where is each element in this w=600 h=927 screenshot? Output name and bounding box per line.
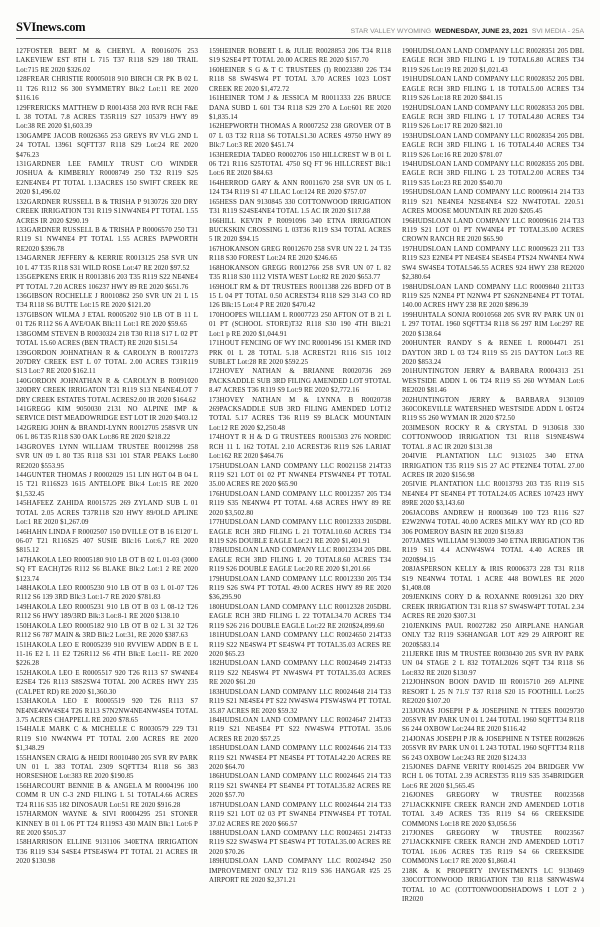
legal-notice-entry: 185HUDSLOAN LAND COMPANY LLC R0024646 214 T33 R119 S21 NW4SE4 PT NE4SE4 PT TOTAL42.20 ACRES RE 2020 $64.70: [209, 745, 391, 772]
legal-notice-entry: 167HOKANSON GREG R0012670 258 SVR UN 22 L 24 T35 R118 S30 FOREST Lot:24 RE 2020 $246.65: [209, 245, 391, 263]
legal-notice-entry: 163HEREDIA TADEO R0002706 150 HILLCREST W B 01 L 06 T21 R116 S25TOTAL 4750 SQ FT 96 HILLCREST Blk:1 Lot:6 RE 2020 $84.63: [209, 151, 391, 178]
legal-notice-entry: 209JENKINS CORY D & ROXANNE R0091261 320 DRY CREEK IRRIGATION T31 R118 S7 SW4SW4PT TOTAL 2.34 ACRES RE 2020 $307.31: [402, 594, 584, 621]
legal-notice-entry: 146HAHN LINDA F R0002507 150 DVILLE OT B 16 E120' L 06-07 T21 R116S25 407 SUSIE Blk:16 Lot:6,7 RE 2020 $815.12: [16, 528, 198, 555]
legal-notice-entry: 208JASPERSON KELLY & IRIS R0006373 228 T31 R118 S19 NE4NW4 TOTAL 1 ACRE 448 BOWLES RE 2020 $1,408.08: [402, 566, 584, 593]
legal-notice-entry: 157HARMON WAYNE & SIVI R0004295 251 STONER KINNEY B 01 L 06 PT T24 R119S3 430 MAIN Blk:1 Lot:6 P RE 2020 $505.37: [16, 811, 198, 838]
legal-notice-entry: 184HUDSLOAN LAND COMPANY LLC R0024647 214T33 R119 S21 NE4SE4 PT S22 NW4SW4 PTTOTAL 35.06 ACRES RE 2020 $57.25: [209, 716, 391, 743]
legal-notice-entry: 196HUDSLOAN LAND COMPANY LLC R0009616 214 T33 R119 S21 LOT 01 PT NW4NE4 PT TOTAL35.00 ACRES CROWN RANCH RE 2020 $65.90: [402, 217, 584, 244]
legal-notice-entry: 194HUDSLOAN LAND COMPANY LLC R0028355 205 DBL EAGLE RCH 3RD FILING L 23 TOTAL2.00 ACRES T34 R119 S35 Lot:23 RE 2020 $540.70: [402, 161, 584, 187]
legal-notice-entry: 144GUNTER THOMAS J R0002029 151 LIN HGT 04 B 04 L 15 T21 R116S23 1615 ANTELOPE Blk:4 Lot:15 RE 2020 $1,532.45: [16, 471, 198, 498]
legal-notice-entry: 172HOVEY NATHAN & BRIANNE R0020736 269 PACKSADDLE SUB 3RD FILING AMENDED LOT 9TOTAL 8.47 ACRES T36 R119 S9 Lot:9 RE 2020 $2,772.16: [209, 368, 391, 395]
legal-notice-entry: 147HAKOLA LEO R0005180 910 LB OT B 02 L 01-03 (3000 SQ FT EACH)T26 R112 S6 BLAKE Blk:2 Lot:1 2 RE 2020 $123.74: [16, 556, 198, 583]
legal-notice-entry: 191HUDSLOAN LAND COMPANY LLC R0028352 205 DBL EAGLE RCH 3RD FILING L 18 TOTAL5.00 ACRES T34 R119 S26 Lot:18 RE 2020 $841.15: [402, 76, 584, 103]
legal-notice-entry: 174HOYT R H & D G TRUSTEES R0015303 276 NORDIC RCH 11 L 162 TOTAL 2.10 ACREST36 R119 S26 LARIAT Lot:162 RE 2020 $464.76: [209, 434, 391, 461]
legal-notice-entry: 189HUDSLOAN LAND COMPANY LLC R0024942 250 IMPROVEMENT ONLY T32 R119 S36 HANGAR #25 25 AIRPORT RE 2020 $2,371.21: [209, 858, 391, 885]
legal-notice-entry: 197HUDSLOAN LAND COMPANY LLC R0009623 211 T33 R119 S23 E2NE4 PT NE4SE4 SE4SE4 PTS24 NW4NE4 NW4 SW4 SW4SE4 TOTAL546.55 ACRES 924 HWY 238 RE2020 $2,380.64: [402, 245, 584, 282]
legal-notice-entry: 195HUDSLOAN LAND COMPANY LLC R0009614 214 T33 R119 S21 NE4NE4 N2SE4NE4 S22 NW4TOTAL 220.51 ACRES MOOSE MOUNTAIN RE 2020 $205.45: [402, 189, 584, 216]
legal-notice-entry: 173HOVEY NATHAN M & LYNNA B R0020738 269PACKSADDLE SUB 3RD FILING AMENDED LOT12 TOTAL 5.17 ACRES T36 R119 S9 BLACK MOUNTAIN Lot:12 RE 2020 $2,250.48: [209, 396, 391, 432]
legal-notice-entry: 128FREAR CHRISTIE R0005018 910 BIRCH CR PK B 02 L 11 T26 R112 S6 300 SYMMETRY Blk:2 Lot:11 RE 2020 $116.16: [16, 76, 198, 103]
legal-notice-entry: 129FRERICKS MATTHEW D R0014358 203 RVR RCH F&E L 38 TOTAL 7.8 ACRES T35R119 S27 105379 HWY 89 Lot:38 RE 2020 $1,603.39: [16, 104, 198, 131]
legal-notice-entry: 140GORDON JOHNATHAN R & CAROLYN B R0091020 320DRY CREEK IRRIGATON T31 R119 S13 NE4NE4LOT 7 DRY CREEK ESTATES TOTAL ACRES2.00 IR 2020 $164.62: [16, 377, 198, 404]
notices-column-1: [16, 47, 198, 904]
legal-notice-entry: 201HUNTINGTON JERRY & BARBARA R0004313 251 WESTSIDE ADDN L 06 T24 R119 S5 260 WYMAN Lot:6 RE2020 $81.46: [402, 368, 584, 395]
legal-notice-entry: 134GARNER JEFFERY & KERRIE R0013125 258 SVR UN 10 L 47 T35 R118 S31 WILD ROSE Lot:47 RE 2020 $97.52: [16, 255, 198, 272]
legal-notice-entry: 162HEPWORTH THOMAS A R0007252 238 GROVER OT B 07 L 03 T32 R118 S6 TOTALS1.30 ACRES 49750 HWY 89 Blk:7 Lot:3 RE 2020 $451.74: [209, 123, 391, 150]
legal-notice-entry: 159HEINER ROBERT L & JULIE R0028853 206 T34 R118 S19 S2SE4 PT TOTAL 20.00 ACRES RE 2020 $157.70: [209, 48, 391, 65]
legal-notice-entry: 142GREIG JOHN & BRANDI-LYNN R0012705 258SVR UN 06 L 86 T35 R118 S30 OAK Lot:86 RE 2020 $218.22: [16, 424, 198, 442]
legal-notice-entry: 149HAKOLA LEO R0005231 910 LB OT B 03 L 08-12 T26 R112 S6 HWY 189/3RD Blk:3 Lot:8-1 RE 2020 $138.10: [16, 603, 198, 621]
legal-notice-entry: 217JONES GREGORY W TRUSTEE R0023567 271JACKKNIFE CREEK RANCH 2ND AMENDED LOT17 TOTAL 16.06 ACRES T35 R119 S4 66 CREEKSIDE COMMONS Lot:17 RE 2020 $1,860.41: [402, 830, 584, 866]
legal-notice-entry: 158HARRISON ELLINE 9131106 340ETNA IRRIGATION T36 R119 S34 S4SE4 PTSE4SW4 PT TOTAL 21 ACRES IR 2020 $130.98: [16, 839, 198, 866]
legal-notice-entry: 181HUDSLOAN LAND COMPANY LLC R0024650 214T33 R119 S22 NE4SW4 PT SE4SW4 PT TOTAL35.03 ACRES RE 2020 $65.23: [209, 632, 391, 658]
legal-notice-entry: 218K & K PROPERTY INVESTMENTS LC 9130469 330COTTONWOOD IRRIGATION T30 R118 S8NW4SW4 TOTAL 10 AC (COTTONWOODSHADOWS I LOT 2 ) IR2020: [402, 867, 584, 903]
legal-notice-entry: 186HUDSLOAN LAND COMPANY LLC R0024645 214 T33 R119 S21 SW4NE4 PT SE4NE4 PT TOTAL35.82 ACRES RE 2020 $57.70: [209, 773, 391, 800]
legal-notice-entry: 190HUDSLOAN LAND COMPANY LLC R0028351 205 DBL EAGLE RCH 3RD FILING L 19 TOTAL6.80 ACRES T34 R119 S26 Lot:19 RE 2020 $1,021.43: [402, 48, 584, 74]
legal-notice-entry: 127FOSTER BERT M & CHERYL A R0016076 253 LAKEVIEW EST 8TH L 715 T37 R118 S29 180 TRAIL Lot:715 RE 2020 $326.02: [16, 48, 198, 74]
legal-notice-entry: 200HUNTER RANDY S & RENEE L R0004471 251 DAYTON 3RD L 03 T24 R119 S5 215 DAYTON Lot:3 RE 2020 $853.24: [402, 340, 584, 366]
legal-notice-entry: 187HUDSLOAN LAND COMPANY LLC R0024644 214 T33 R119 S21 LOT 02 03 PT SW4NE4 PTNW4SE4 PT TOTAL 37.02 ACRES RE 2020 $66.57: [209, 801, 391, 828]
legal-notice-entry: 133GARDNER RUSSELL B & TRISHA P R0006570 250 T31 R119 S1 NW4NE4 PT TOTAL 1.55 ACRES PAPWORTH RE2020 $396.78: [16, 227, 198, 253]
notices-column-3: [402, 47, 584, 904]
legal-notice-entry: 166HILL KEVIN P R0091096 340 ETNA IRRIGATION BUCKSKIN CROSSING L 03T36 R119 S34 TOTAL ACRES 5 IR 2020 $94.15: [209, 217, 391, 244]
dateline-date: WEDNESDAY, JUNE 23, 2021: [434, 28, 528, 35]
masthead-logo: SVInews.com: [16, 20, 86, 34]
legal-notice-entry: 150HAKOLA LEO R0005182 910 LB OT B 02 L 31 32 T26 R112 S6 787 MAIN & 3RD Blk:2 Lot:31, RE 2020 $387.63: [16, 622, 198, 640]
legal-notice-entry: 130GAMPE JACOB R0026365 253 GREYS RV VLG 2ND L 24 TOTAL 13961 SQFTT37 R118 S29 Lot:24 RE 2020 $476.23: [16, 132, 198, 159]
legal-notice-entry: 210JENKINS PAUL R0027282 250 AIRPLANE HANGAR ONLY T32 R119 S36HANGAR LOT #29 29 AIRPORT RE 2020$583.14: [402, 622, 584, 649]
legal-notice-entry: 143GROVES LYNN WILLIAM TRUSTEE R0012998 258 SVR UN 09 L 80 T35 R118 S31 101 STAR PEAKS Lot:80 RE2020 $553.95: [16, 443, 198, 470]
legal-notice-entry: 170HOOPES WILLIAM L R0007723 250 AFTON OT B 21 L 01 PT (SCHOOL STORE)T32 R118 S30 190 4TH Blk:21 Lot:1 p RE 2020 $1,044.91: [209, 311, 391, 338]
legal-notice-entry: 137GIBSON WILMA J ETAL R0005202 910 LB OT B 11 L 01 T26 R112 S6 A AVE/OAK Blk:11 Lot:1 RE 2020 $59.65: [16, 311, 198, 329]
legal-notice-entry: 211JERKE IRIS M TRUSTEE R0030430 205 SVR RV PARK UN 04 STAGE 2 L 832 TOTAL2026 SQFT T34 R118 S6 Lot:832 RE 2020 $130.97: [402, 651, 584, 677]
legal-notice-entry: 153HAKOLA LEO E R0005519 920 T26 R113 S7 NE4NE4NW4SE4 T26 R113 S7N2NW4NE4NW4SE4 TOTAL 3.75 ACRES CHAPPELL RE 2020 $78.65: [16, 698, 198, 724]
legal-notice-entry: 204IVIE PLANTATION LLC 9131025 340 ETNA IRRIGATION T35 R119 S15 27 AC PTE2NE4 TOTAL 27.00 ACRES IR 2020 $156.98: [402, 453, 584, 479]
legal-notice-entry: 205IVIE PLANTATION LLC R0013793 203 T35 R119 S15 NE4NE4 PT SE4NE4 PT TOTAL24.05 ACRES 107423 HWY 89RE 2020 $3,143.60: [402, 481, 584, 508]
page-header: [0, 0, 600, 38]
legal-notice-entry: 212JOHNSON BOON DAVID III R0015710 269 ALPINE RESORT L 25 N 71.5' T37 R118 S20 15 FOOTHILL Lot:25 RE2020 $107.20: [402, 679, 584, 706]
legal-notice-entry: 168HOKANSON GREGG R0012766 258 SVR UN 07 L 82 T35 R118 S30 1112 VISTA WEST Lot:82 RE 2020 $653.77: [209, 264, 391, 282]
legal-notice-entry: 175HUDSLOAN LAND COMPANY LLC R0021158 214T33 R119 S21 LOT 01 02 PT NW4NE4 PTSW4NE4 PT TOTAL 35.00 ACRES RE 2020 $65.90: [209, 462, 391, 489]
legal-notice-entry: 199HUHTALA SONJA R0010568 205 SVR RV PARK UN 01 L 297 TOTAL 1960 SQFTT34 R118 S6 297 RIM Lot:297 RE 2020 $138.64: [402, 311, 584, 338]
legal-notice-entry: 154HALE MARK C & MICHELLE C R0030579 229 T31 R119 S10 NW4NW4 PT TOTAL 2.00 ACRES RE 2020 $1,348.29: [16, 726, 198, 753]
legal-notice-entry: 215JONES DAFNE VERITY R0014525 204 BRIDGER VW RCH L 06 TOTAL 2.39 ACREST35 R119 S35 354BRIDGER Lot:6 RE 2020 $1,565.45: [402, 764, 584, 790]
legal-notice-entry: 138GOMM STEVEN B R0030324 218 T30 R118 S17 L 02 PT TOTAL 15.60 ACRES (BEN TRACT) RE 2020 $151.54: [16, 330, 198, 348]
legal-notice-entry: 180HUDSLOAN LAND COMPANY LLC R0012328 205DBL EAGLE RCH 3RD FILING L 22 TOTAL34.70 ACRES T34 R119 S26 216 DOUBLE EAGLE Lot:22 RE 2020$24,899.60: [209, 603, 391, 630]
legal-notice-entry: 192HUDSLOAN LAND COMPANY LLC R0028353 205 DBL EAGLE RCH 3RD FILING L 17 TOTAL4.80 ACRES T34 R119 S26 Lot:17 RE 2020 $821.10: [402, 104, 584, 131]
legal-notice-entry: 145HAFEEZ ZAHIDA R0015725 269 ZYLAND SUB L 01 TOTAL 2.05 ACRES T37R118 S20 HWY 89/OLD APLINE Lot:1 RE 2020 $1,267.09: [16, 500, 198, 527]
legal-notice-entry: 160HEINER S G & T C TRUSTEES (I) R0023380 226 T34 R118 S8 SW4SW4 PT TOTAL 3.70 ACRES 1023 LOST CREEK RE 2020 $1,472.72: [209, 66, 391, 93]
legal-notice-entry: 179HUDSLOAN LAND COMPANY LLC R0012330 205 T34 R119 S26 SW4 PT TOTAL 49.00 ACRES HWY 89 RE 2020 $36,295.90: [209, 575, 391, 602]
legal-notice-entry: 171HOUT FENCING OF WY INC R0001496 151 KMER IND PRK 01 L 28 TOTAL 5.18 ACREST21 R116 S15 1012 SUBLET Lot:28 RE 2020 $592.25: [209, 340, 391, 366]
legal-notice-entry: 141GREGG KIM 9050030 2131 NO ALPINE IMP & SERVICE DIST MEADOWRIDGE EST LOT IR 2020 $403.12: [16, 406, 198, 423]
legal-notice-entry: 151HAKOLA LEO E R0005239 910 RVVIEW ADDN B E L 11-16 E2 L 11 E2 T26R112 S6 4TH Blk:E Lot:11- RE 2020 $226.28: [16, 641, 198, 668]
legal-notice-entry: 135GEPKENS ERIK H R0013816 203 T35 R119 S22 NE4NE4 PT TOTAL 7.20 ACRES 106237 HWY 89 RE 2020 $651.76: [16, 274, 198, 291]
legal-notice-entry: 213JONAS JOSEPH P & JOSEPHINE N TTEES R0029730 205SVR RV PARK UN 01 L 244 TOTAL 1960 SQFTT34 R118 S6 244 OXBOW Lot:244 RE 2020 $116.42: [402, 707, 584, 734]
dateline: [351, 28, 584, 35]
legal-notice-entry: 131GARDNER LEE FAMILY TRUST C/O WINDER JOSHUA & KIMBERLY R0008749 250 T32 R119 S25 E2NE4NE4 PT TOTAL 1.13ACRES 150 SWIFT CREEK RE 2020 $1,496.02: [16, 161, 198, 197]
legal-notice-entry: 139GORDON JOHNATHAN R & CAROLYN B R0017273 207DRY CREEK EST L 07 TOTAL 2.00 ACRES T31R119 S13 Lot:7 RE 2020 $162.11: [16, 349, 198, 376]
legal-notice-entry: 188HUDSLOAN LAND COMPANY LLC R0024651 214T33 R119 S22 SW4SW4 PT SE4SW4 PT TOTAL35.00 ACRES RE 2020 $70.26: [209, 830, 391, 856]
legal-notice-entry: 193HUDSLOAN LAND COMPANY LLC R0028354 205 DBL EAGLE RCH 3RD FILING L 16 TOTAL4.40 ACRES T34 R119 S26 Lot:16 RE 2020 $781.07: [402, 132, 584, 159]
legal-notices-section: [0, 39, 600, 904]
legal-notice-entry: 169HOLT RM & DT TRUSTEES R0011388 226 BDFD OT B 15 L 04 PT TOTAL 0.50 ACREST34 R118 S29 3143 CO RD 126 Blk:15 Lot:4 P RE 2020 $470.42: [209, 283, 391, 310]
legal-notice-entry: 132GARDNER RUSSELL B & TRISHA P 9130726 320 DRY CREEK IRRIGATION T31 R119 S1NW4NE4 PT TOTAL 1.55 ACRES IR 2020 $290.19: [16, 198, 198, 225]
legal-notice-entry: 207JAMES WILLIAM 9130039 340 ETNA IRRIGATION T36 R119 S11 4.4 ACNW4SW4 TOTAL 4.40 ACRES IR 2020$94.15: [402, 537, 584, 564]
legal-notice-entry: 214JONAS JOSEPH P JR & JOSEPHINE N TSTEE R0028626 205SVR RV PARK UN 01 L 243 TOTAL 1960 SQFTT34 R118 S6 243 OXBOW Lot:243 RE 2020 $124.33: [402, 735, 584, 762]
legal-notice-entry: 216JONES GREGORY W TRUSTEE R0023568 271JACKKNIFE CREEK RANCH 2ND AMENDED LOT18 TOTAL 3.49 ACRES T35 R119 S4 66 CREEKSIDE COMMONS Lot:18 RE 2020 $3,056.56: [402, 792, 584, 828]
legal-notice-entry: 152HAKOLA LEO E R0005517 920 T26 R113 S7 SW4NE4 E2SE4 T26 R113 S8S2SW4 TOTAL 200 ACRES HWY 235 (CALPET RD) RE 2020 $1,360.30: [16, 669, 198, 696]
legal-notice-entry: 198HUDSLOAN LAND COMPANY LLC R0009840 211T33 R119 S25 N2NE4 PT N2NW4 PT S26N2NE4NE4 PT TOTAL 140.00 ACRES HWY 238 RE 2020 $896.39: [402, 283, 584, 310]
legal-notice-entry: 178HUDSLOAN LAND COMPANY LLC R0012334 205 DBL EAGLE RCH 3RD FILING L 20 TOTAL8.60 ACRES T34 R119 S26 DOUBLE EAGLE Lot:20 RE 2020 $1,201.66: [209, 547, 391, 574]
dateline-edition: SVI MEDIA - 25A: [531, 28, 584, 35]
notices-column-2: [209, 47, 391, 904]
legal-notice-entry: 148HAKOLA LEO R0005230 910 LB OT B 03 L 01-07 T26 R112 S6 139 3RD Blk:3 Lot:1-7 RE 2020 $781.83: [16, 585, 198, 602]
legal-notice-entry: 206JACOBS ANDREW H R0003649 100 T23 R116 S27 E2W2NW4 TOTAL 40.00 ACRES MILKY WAY RD (CO RD 306 POMEROY BASIN RE 2020 $159.83: [402, 509, 584, 536]
legal-notice-entry: 165HESS DAN 9130845 330 COTTONWOOD IRRIGATION T31 R119 S24SE4NE4 TOTAL 1.5 AC IR 2020 $117.88: [209, 198, 391, 216]
legal-notice-entry: 202HUNTINGTON JERRY & BARBARA 9130109 360COKEVILLE WATERSHED WESTSIDE ADDN L 06T24 R119 S5 260 WYMAN IR 2020 $72.50: [402, 396, 584, 423]
legal-notice-entry: 203IMESON ROCKY R & CRYSTAL D 9130618 330 COTTONWOOD IRRIGATION T31 R118 S19NE4SW4 TOTAL .8 AC IR 2020 $131.38: [402, 424, 584, 451]
legal-notice-entry: 156HARCOURT BENNIE B & ANGELA M R0004196 100 COMM R UN C-3 2ND FILING L 51 TOTAL4.66 ACRES T24 R116 S35 182 DINOSAUR Lot:51 RE 2020 $916.28: [16, 782, 198, 809]
legal-notice-entry: 182HUDSLOAN LAND COMPANY LLC R0024649 214T33 R119 S22 NE4SW4 PT NW4SW4 PT TOTAL35.03 ACRES RE 2020 $61.20: [209, 660, 391, 687]
legal-notice-entry: 183HUDSLOAN LAND COMPANY LLC R0024648 214 T33 R119 S21 NE4SE4 PT S22 NW4SW4 PTSW4SW4 PT TOTAL 35.87 ACRES RE 2020 $59.32: [209, 688, 391, 715]
dateline-location: STAR VALLEY WYOMING: [350, 28, 432, 35]
legal-notice-entry: 177HUDSLOAN LAND COMPANY LLC R0012333 205DBL EAGLE RCH 3RD FILING L 21 TOTAL10.60 ACRES T34 R119 S26 DOUBLE EAGLE Lot:21 RE 2020 $1,401.91: [209, 519, 391, 545]
legal-notice-entry: 136GIBSON ROCHELLE J R0010862 250 SVR UN 21 L 15 T34 R118 S6 BUTTE Lot:15 RE 2020 $121.20: [16, 292, 198, 310]
legal-notice-entry: 155HANSEN CRAIG & HEIDI R0010480 205 SVR RV PARK UN 01 L 383 TOTAL 2309 SQFTT34 R118 S6 383 HORSESHOE Lot:383 RE 2020 $190.85: [16, 754, 198, 781]
legal-notice-entry: 176HUDSLOAN LAND COMPANY LLC R0012357 205 T34 R119 S35 NE4NW4 PT TOTAL 4.68 ACRES HWY 89 RE 2020 $3,502.80: [209, 490, 391, 517]
legal-notice-entry: 161HEINER TOM J & JESSICA M R0011333 226 BRUCE DANA SUBD L 601 T34 R118 S29 270 A Lot:601 RE 2020 $1,835.14: [209, 95, 391, 121]
legal-notice-entry: 164HERROD GARY & ANN R0011670 258 SVR UN 05 L 124 T34 R119 S1 47 LILAC Lot:124 RE 2020 $757.07: [209, 179, 391, 197]
